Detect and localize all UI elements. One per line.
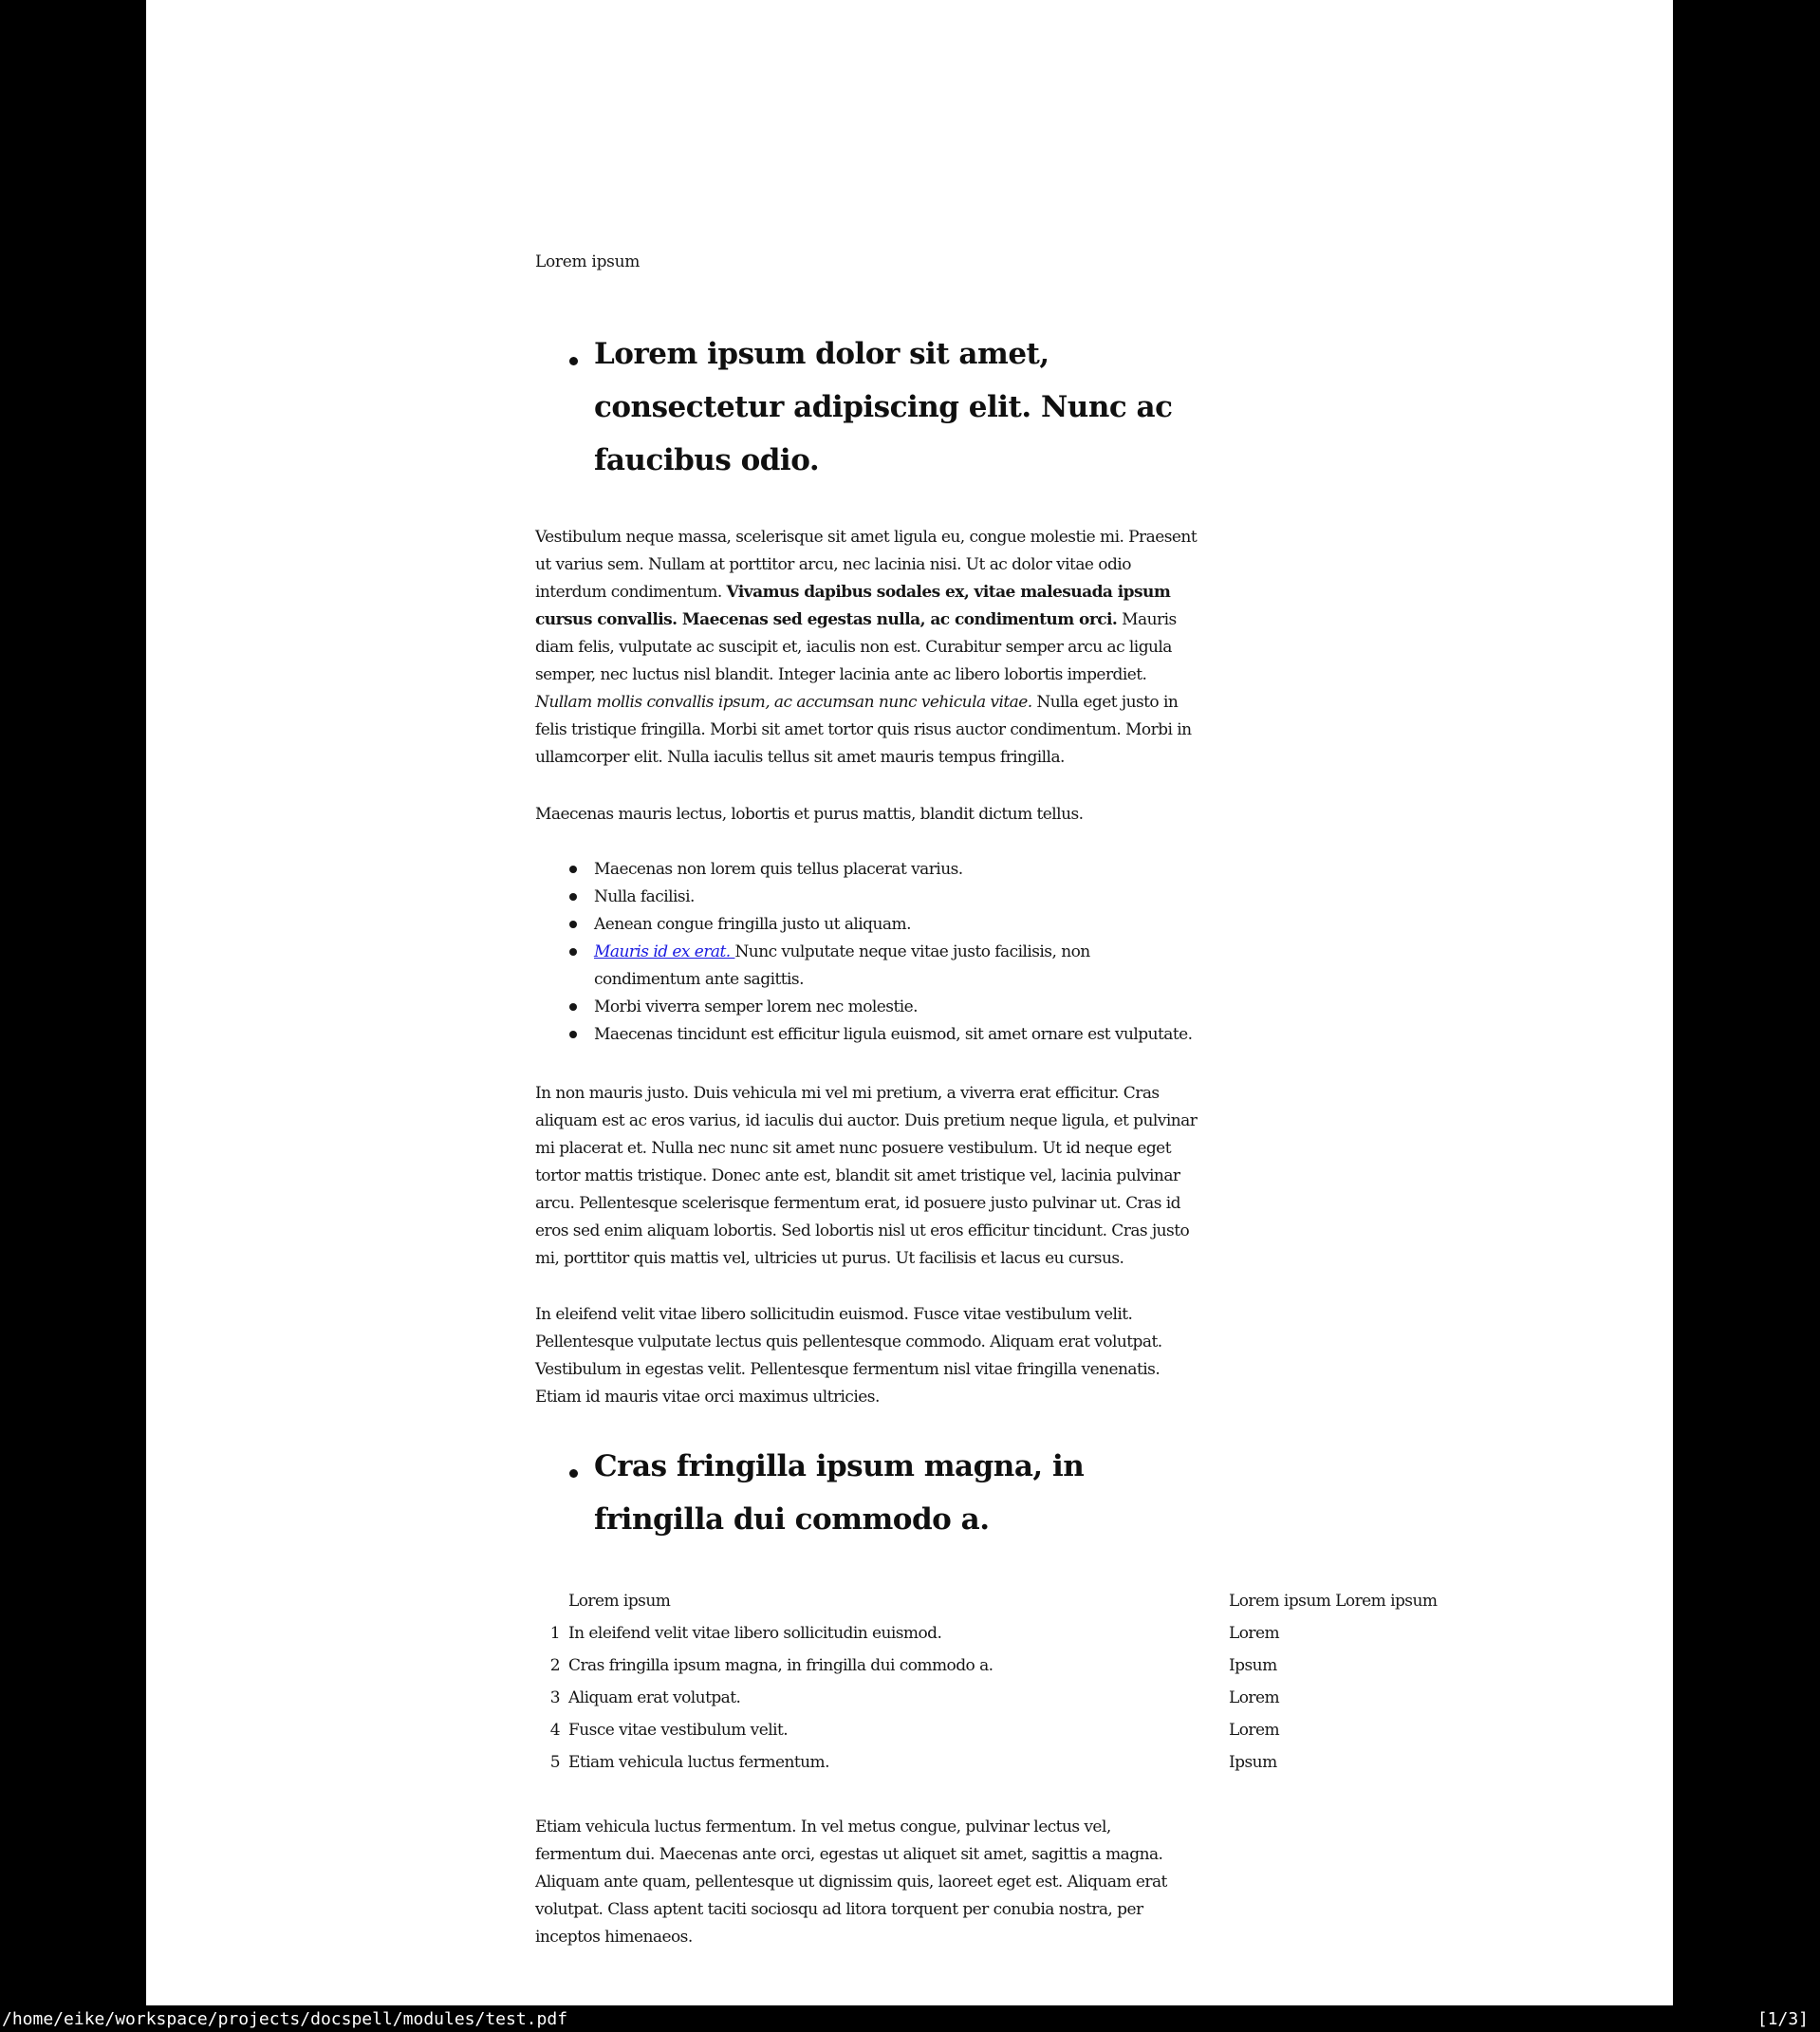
heading-primary bbox=[535, 327, 1199, 487]
table-cell-text: In eleifend velit vitae libero sollicitudin euismod. bbox=[568, 1624, 942, 1643]
text-run: Vivamus dapibus sodales ex, vitae malesuada ipsum cursus convallis. Maecenas sed egestas nulla, ac condimentum orci. bbox=[535, 583, 1171, 629]
bullet-icon bbox=[569, 1003, 577, 1011]
table-row-number: 5 bbox=[549, 1753, 560, 1772]
text-run: Aenean congue fringilla justo ut aliquam. bbox=[594, 915, 911, 934]
table-cell-text: Etiam vehicula luctus fermentum. bbox=[568, 1753, 829, 1772]
heading-secondary-text: Cras fringilla ipsum magna, in fringilla dui commodo a. bbox=[594, 1449, 1085, 1537]
list-item bbox=[535, 884, 1199, 911]
list-item-text bbox=[594, 997, 918, 1016]
table-cell-value: Lorem bbox=[1229, 1624, 1280, 1643]
statusbar-page-indicator: [1/3] bbox=[1756, 2008, 1809, 2029]
table-cell-text: Aliquam erat volutpat. bbox=[568, 1688, 741, 1707]
list-item bbox=[535, 994, 1199, 1021]
table-cell-value: Ipsum bbox=[1229, 1656, 1277, 1675]
list-item bbox=[535, 1021, 1199, 1049]
heading-bullet-icon bbox=[569, 1469, 578, 1478]
paragraph-intro bbox=[535, 524, 1199, 772]
table-cell-value: Lorem bbox=[1229, 1721, 1280, 1740]
list-item-with-link bbox=[535, 939, 1199, 994]
data-table bbox=[535, 1585, 1438, 1779]
table-row-number: 4 bbox=[549, 1721, 560, 1740]
bullet-icon bbox=[569, 893, 577, 901]
paragraph-body-1: In non mauris justo. Duis vehicula mi vel mi pretium, a viverra erat efficitur. Cras aliquam est ac eros varius, id iaculis dui auctor. Duis pretium neque ligula, et pulvinar mi placerat et. Nulla nec nunc sit amet nunc posuere vestibulum. Ut id neque eget tortor mattis tristique. Donec ante est, blandit sit amet tristique vel, lacinia pulvinar arcu. Pellentesque scelerisque fermentum erat, id posuere justo pulvinar ut. Cras id eros sed enim aliquam lobortis. Sed lobortis nisl ut eros efficitur tincidunt. Cras justo mi, porttitor quis mattis vel, ultricies ut purus. Ut facilisis et lacus eu cursus. bbox=[535, 1084, 1198, 1268]
link-mauris-id-ex-erat[interactable]: Mauris id ex erat. bbox=[594, 942, 735, 961]
document-header-label: Lorem ipsum bbox=[535, 252, 641, 271]
heading-primary-text: Lorem ipsum dolor sit amet, consectetur adipiscing elit. Nunc ac faucibus odio. bbox=[594, 337, 1173, 477]
heading-secondary bbox=[535, 1440, 1199, 1546]
paragraph-body-2: In eleifend velit vitae libero sollicitudin euismod. Fusce vitae vestibulum velit. Pellentesque vulputate lectus quis pellentesque commodo. Aliquam erat volutpat. Vestibulum in egestas velit. Pellentesque fermentum nisl vitae fringilla venenatis. Etiam id mauris vitae orci maximus ultricies. bbox=[535, 1305, 1162, 1407]
bullet-icon bbox=[569, 1031, 577, 1038]
list-item-text bbox=[594, 1025, 1193, 1044]
text-run: Nunc vulputate neque vitae justo facilisis, non condimentum ante sagittis. bbox=[594, 942, 1090, 989]
table-header-col1: Lorem ipsum bbox=[568, 1592, 671, 1611]
paragraph-list-lead: Maecenas mauris lectus, lobortis et purus mattis, blandit dictum tellus. bbox=[535, 805, 1084, 824]
list-item bbox=[535, 911, 1199, 939]
list-item bbox=[535, 856, 1199, 884]
text-run: Nulla eget justo in felis tristique fringilla. Morbi sit amet tortor quis risus auctor condimentum. Morbi in ullamcorper elit. Nulla iaculis tellus sit amet mauris tempus fringilla. bbox=[535, 693, 1192, 767]
statusbar-file-path: /home/eike/workspace/projects/docspell/modules/test.pdf bbox=[2, 2008, 568, 2029]
bullet-icon bbox=[569, 866, 577, 873]
pdf-page[interactable] bbox=[146, 0, 1673, 2005]
bullet-list bbox=[535, 856, 1199, 1049]
statusbar bbox=[0, 2005, 1820, 2032]
document-content bbox=[535, 0, 1438, 1951]
heading-bullet-icon bbox=[569, 357, 578, 365]
text-run: Vestibulum neque massa, scelerisque sit amet ligula eu, congue molestie mi. Praesent ut varius sem. Nullam at porttitor arcu, nec lacinia nisi. Ut ac dolor vitae odio interdum condimentum. bbox=[535, 528, 1198, 602]
table-cell-value: Ipsum bbox=[1229, 1753, 1277, 1772]
text-run: Maecenas tincidunt est efficitur ligula euismod, sit amet ornare est vulputate. bbox=[594, 1025, 1193, 1044]
table-row-number: 2 bbox=[549, 1656, 560, 1675]
list-item-text bbox=[594, 942, 1090, 989]
table-cell-text: Fusce vitae vestibulum velit. bbox=[568, 1721, 789, 1740]
table-header-col2: Lorem ipsum Lorem ipsum bbox=[1229, 1592, 1438, 1611]
text-run: Nulla facilisi. bbox=[594, 887, 695, 906]
table-cell-value: Lorem bbox=[1229, 1688, 1280, 1707]
text-run: Morbi viverra semper lorem nec molestie. bbox=[594, 997, 918, 1016]
bullet-icon bbox=[569, 921, 577, 928]
text-run: Maecenas non lorem quis tellus placerat varius. bbox=[594, 860, 963, 879]
list-item-text bbox=[594, 915, 911, 934]
text-run: Mauris diam felis, vulputate ac suscipit et, iaculis non est. Curabitur semper arcu ac ligula semper, nec luctus nisl blandit. Integer lacinia ante ac libero lobortis imperdiet. bbox=[535, 610, 1177, 684]
table-row-number: 3 bbox=[549, 1688, 560, 1707]
paragraph-closing: Etiam vehicula luctus fermentum. In vel metus congue, pulvinar lectus vel, fermentum dui. Maecenas ante orci, egestas ut aliquet sit amet, sagittis a magna. Aliquam ante quam, pellentesque ut dignissim quis, laoreet eget est. Aliquam erat volutpat. Class aptent taciti sociosqu ad litora torquent per conubia nostra, per inceptos himenaeos. bbox=[535, 1818, 1167, 1947]
text-run: Nullam mollis convallis ipsum, ac accumsan nunc vehicula vitae. bbox=[535, 693, 1032, 712]
list-item-text bbox=[594, 887, 695, 906]
table-cell-text: Cras fringilla ipsum magna, in fringilla dui commodo a. bbox=[568, 1656, 994, 1675]
bullet-icon bbox=[569, 948, 577, 956]
list-item-text bbox=[594, 860, 963, 879]
table-row-number: 1 bbox=[549, 1624, 560, 1643]
